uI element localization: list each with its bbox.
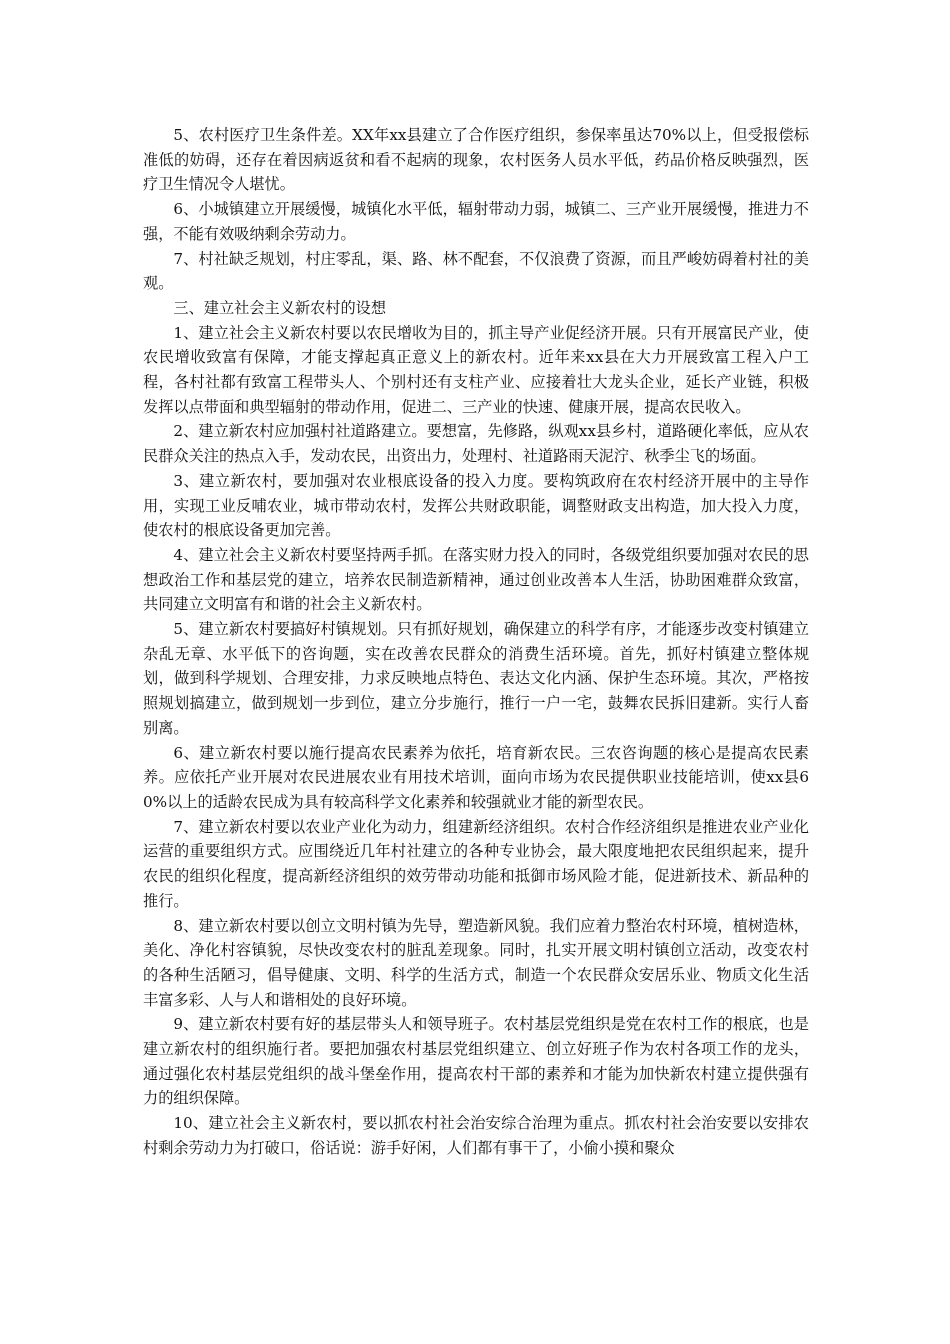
paragraph-3-infrastructure: 3、建立新农村，要加强对农业根底设备的投入力度。要构筑政府在农村经济开展中的主导作用，实现工业反哺农业，城市带动农村，发挥公共财政职能，调整财政支出构造，加大投入力度，使农村的根底设备更加完善。 [143, 471, 809, 540]
paragraph-2-roads: 2、建立新农村应加强村社道路建立。要想富，先修路，纵观xx县乡村，道路硬化率低，应从农民群众关注的热点入手，发动农民，出资出力，处理村、社道路雨天泥泞、秋季尘飞的场面。 [143, 422, 809, 466]
paragraph-9-leadership: 9、建立新农村要有好的基层带头人和领导班子。农村基层党组织是党在农村工作的根底，也是建立新农村的组织施行者。要把加强农村基层党组织建立、创立好班子作为农村各项工作的龙头，通过强化农村基层党组织的战斗堡垒作用，提高农村干部的素养和才能为加快新农村建立提供强有力的组织保障。 [143, 1015, 809, 1108]
paragraph-1-income: 1、建立社会主义新农村要以农民增收为目的，抓主导产业促经济开展。只有开展富民产业，使农民增收致富有保障，才能支撑起真正意义上的新农村。近年来xx县在大力开展致富工程入户工程，各村社都有致富工程带头人、个别村还有支柱产业、应接着壮大龙头企业，延长产业链，积极发挥以点带面和典型辐射的带动作用，促进二、三产业的快速、健康开展，提高农民收入。 [143, 323, 809, 416]
paragraph-7-industrialization: 7、建立新农村要以农业产业化为动力，组建新经济组织。农村合作经济组织是推进农业产业化运营的重要组织方式。应围绕近几年村社建立的各种专业协会，最大限度地把农民组织起来，提升农民的组织化程度，提高新经济组织的效劳带动功能和抵御市场风险才能，促进新技术、新品种的推行。 [143, 817, 809, 910]
paragraph-4-two-hands: 4、建立社会主义新农村要坚持两手抓。在落实财力投入的同时，各级党组织要加强对农民的思想政治工作和基层党的建立，培养农民制造新精神，通过创业改善本人生活，协助困难群众致富，共同建立文明富有和谐的社会主义新农村。 [143, 545, 809, 614]
paragraph-6-farmer-quality: 6、建立新农村要以施行提高农民素养为依托，培育新农民。三农咨询题的核心是提高农民素养。应依托产业开展对农民进展农业有用技术培训，面向市场为农民提供职业技能培训，使xx县60%以上的适龄农民成为具有较高科学文化素养和较强就业才能的新型农民。 [143, 743, 809, 811]
paragraph-small-towns: 6、小城镇建立开展缓慢，城镇化水平低，辐射带动力弱，城镇二、三产业开展缓慢，推进力不强，不能有效吸纳剩余劳动力。 [143, 200, 809, 243]
paragraph-5-planning: 5、建立新农村要搞好村镇规划。只有抓好规划，确保建立的科学有序，才能逐步改变村镇建立杂乱无章、水平低下的咨询题，实在改善农民群众的消费生活环境。首先，抓好村镇建立整体规划，做到科学规划、合理安排，力求反映地点特色、表达文化内涵、保护生态环境。其次，严格按照规划搞建立，做到规划一步到位，建立分步施行，推行一户一宅，鼓舞农民拆旧建新。实行人畜别离。 [143, 620, 809, 737]
paragraph-10-public-security: 10、建立社会主义新农村，要以抓农村社会治安综合治理为重点。抓农村社会治安要以安排农村剩余劳动力为打破口，俗话说：游手好闲，人们都有事干了，小偷小摸和聚众 [143, 1114, 809, 1157]
paragraph-rural-medical: 5、农村医疗卫生条件差。XX年xx县建立了合作医疗组织，参保率虽达70%以上，但受报偿标准低的妨碍，还存在着因病返贫和看不起病的现象，农村医务人员水平低，药品价格反映强烈，医疗卫生情况令人堪忧。 [143, 126, 809, 194]
paragraph-8-civilized-villages: 8、建立新农村要以创立文明村镇为先导，塑造新风貌。我们应着力整治农村环境，植树造林，美化、净化村容镇貌，尽快改变农村的脏乱差现象。同时，扎实开展文明村镇创立活动，改变农村的各种生活陋习，倡导健康、文明、科学的生活方式，制造一个农民群众安居乐业、物质文化生活丰富多彩、人与人和谐相处的良好环境。 [143, 916, 809, 1009]
document-page [143, 123, 809, 1161]
paragraph-village-planning: 7、村社缺乏规划，村庄零乱，渠、路、林不配套，不仅浪费了资源，而且严峻妨碍着村社的美观。 [143, 249, 809, 293]
section-heading: 三、建立社会主义新农村的设想 [173, 298, 387, 317]
